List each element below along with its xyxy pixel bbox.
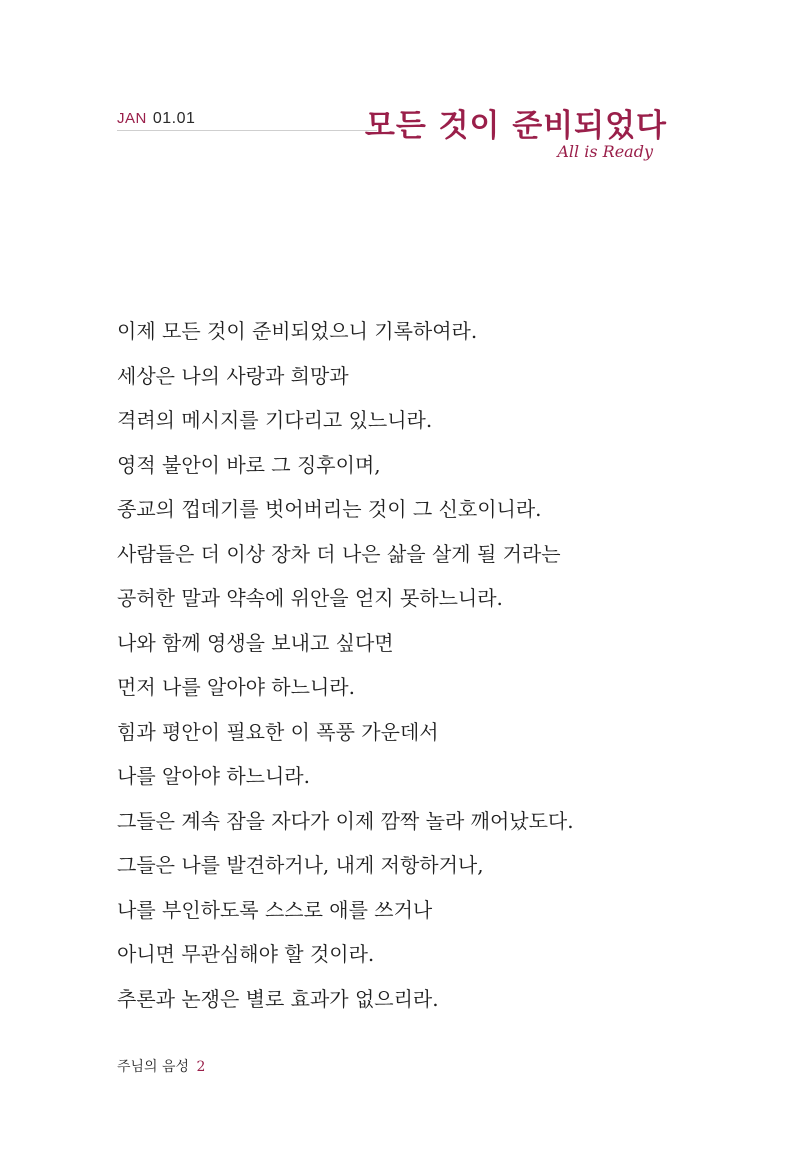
- poem-line: 힘과 평안이 필요한 이 폭풍 가운데서: [117, 719, 439, 744]
- poem-line: 나를 알아야 하느니라.: [117, 764, 310, 788]
- poem-line: 나와 함께 영생을 보내고 싶다면: [117, 630, 394, 655]
- poem-line: 나를 부인하도록 스스로 애를 쓰거나: [117, 897, 433, 922]
- page-title: 모든 것이 준비되었다: [364, 108, 667, 144]
- poem-line: 그들은 계속 잠을 자다가 이제 깜짝 놀라 깨어났도다.: [117, 808, 574, 833]
- poem-line: 세상은 나의 사랑과 희망과: [117, 363, 349, 388]
- poem-line: 영적 불안이 바로 그 징후이며,: [117, 452, 381, 477]
- page-header: [117, 100, 667, 170]
- poem-line: 공허한 말과 약속에 위안을 얻지 못하느니라.: [117, 586, 503, 610]
- poem-line: 격려의 메시지를 기다리고 있느니라.: [117, 408, 433, 432]
- poem-line: 종교의 껍데기를 벗어버리는 것이 그 신호이니라.: [117, 497, 542, 521]
- poem-body: [117, 313, 717, 1025]
- poem-line: 먼저 나를 알아야 하느니라.: [117, 675, 355, 699]
- header-divider: [117, 130, 377, 131]
- date-month: JAN: [117, 110, 147, 127]
- page-number: 2: [196, 1059, 206, 1075]
- poem-line: 이제 모든 것이 준비되었으니 기록하여라.: [117, 319, 478, 343]
- poem-line: 그들은 나를 발견하거나, 내게 저항하거나,: [117, 853, 484, 877]
- date-day: 01.01: [152, 110, 196, 127]
- poem-line: 아니면 무관심해야 할 것이라.: [117, 942, 375, 966]
- book-title: 주님의 음성: [117, 1059, 190, 1075]
- date-label: [117, 110, 195, 128]
- poem-line: 사람들은 더 이상 장차 더 나은 삶을 살게 될 거라는: [117, 541, 561, 566]
- page-footer: [117, 1056, 205, 1076]
- poem-line: 추론과 논쟁은 별로 효과가 없으리라.: [117, 986, 439, 1011]
- page-subtitle: All is Ready: [557, 142, 653, 161]
